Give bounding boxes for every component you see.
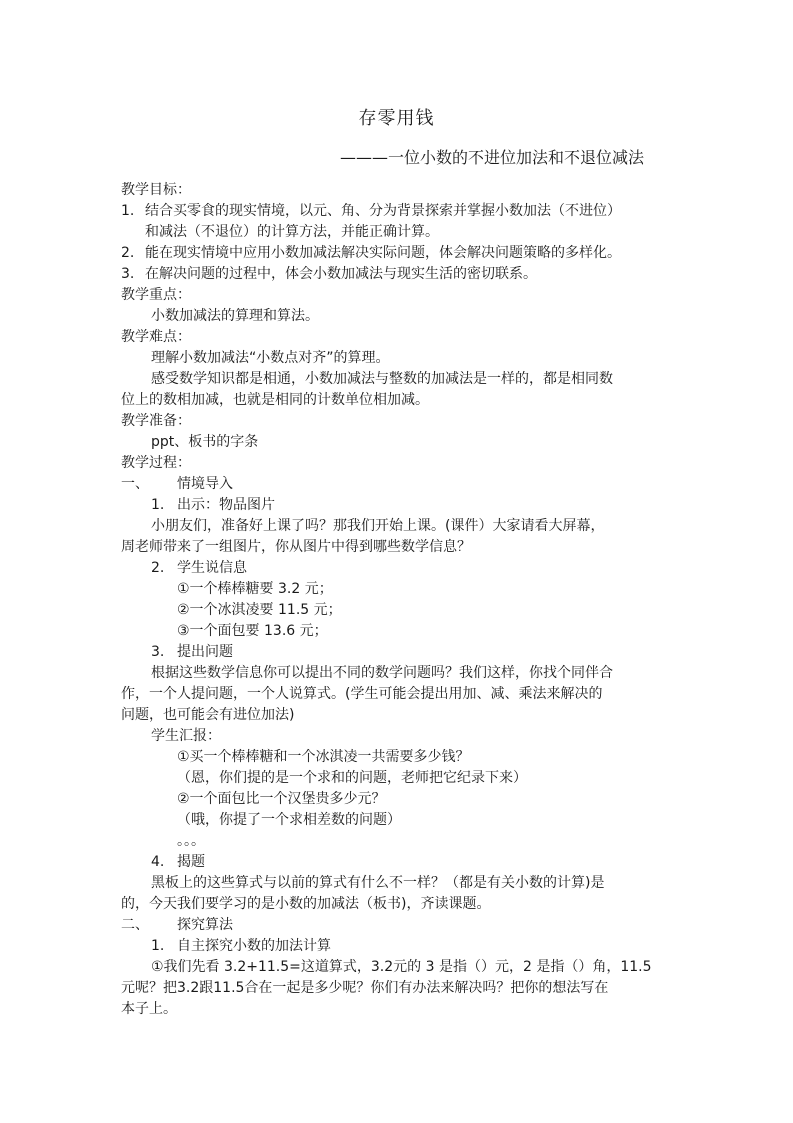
goals-heading: 教学目标： (121, 182, 191, 198)
difficulty-text-1: 理解小数加减法“小数点对齐”的算理。 (151, 350, 390, 366)
section-1-title: 情境导入 (177, 476, 233, 492)
step-4-title: 揭题 (177, 854, 205, 870)
step-4-number: 4. (151, 854, 165, 870)
goal-1-text: 结合买零食的现实情境，以元、角、分为背景探索并掌握小数加法（不进位） (145, 203, 621, 219)
step-3-text-cont-1: 作，一个人提问题，一个人说算式。(学生可能会提出用加、减、乘法来解决的 (121, 686, 603, 702)
step-4-text: 黑板上的这些算式与以前的算式有什么不一样？（都是有关小数的计算)是 (151, 875, 605, 891)
question-1: ①买一个棒棒糖和一个冰淇凌一共需要多少钱？ (177, 749, 470, 765)
explore-1-number: 1. (151, 938, 165, 954)
step-1-text: 小朋友们，准备好上课了吗？那我们开始上课。(课件）大家请看大屏幕， (151, 518, 605, 534)
info-item-3: ③一个面包要 13.6 元； (177, 623, 328, 639)
prep-text: ppt、板书的字条 (151, 434, 259, 450)
step-3-number: 3. (151, 644, 165, 660)
ellipsis: 。。。 (177, 833, 205, 849)
difficulty-text-2: 感受数学知识都是相通，小数加减法与整数的加减法是一样的，都是相同数 (151, 371, 613, 387)
goal-3-text: 在解决问题的过程中，体会小数加减法与现实生活的密切联系。 (145, 266, 537, 282)
goal-2-number: 2. (121, 245, 135, 261)
document-subtitle: ———一位小数的不进位加法和不退位减法 (340, 148, 645, 167)
explore-1-title: 自主探究小数的加法计算 (177, 938, 331, 954)
step-3-title: 提出问题 (177, 644, 233, 660)
question-2: ②一个面包比一个汉堡贵多少元？ (177, 791, 386, 807)
info-item-2: ②一个冰淇凌要 11.5 元； (177, 602, 342, 618)
info-item-1: ①一个棒棒糖要 3.2 元； (177, 581, 333, 597)
step-1-number: 1. (151, 497, 165, 513)
question-1-note: （恩，你们提的是一个求和的问题，老师把它纪录下来） (177, 770, 527, 786)
goal-1-text-cont: 和减法（不退位）的计算方法，并能正确计算。 (145, 224, 439, 240)
explore-1-text: ①我们先看 3.2+11.5=这道算式，3.2元的 3 是指（）元，2 是指（）角，11.5 (151, 959, 652, 975)
section-2-title: 探究算法 (177, 917, 233, 933)
step-3-text: 根据这些数学信息你可以提出不同的数学问题吗？我们这样，你找个同伴合 (151, 665, 613, 681)
document-title: 存零用钱 (358, 108, 435, 129)
process-heading: 教学过程： (121, 455, 191, 471)
explore-1-text-cont-1: 元呢？把3.2跟11.5合在一起是多少呢？你们有办法来解决吗？把你的想法写在 (121, 980, 609, 996)
step-2-number: 2. (151, 560, 165, 576)
section-1-number: 一、 (121, 476, 149, 492)
explore-1-text-cont-2: 本子上。 (121, 1001, 177, 1017)
question-2-note: （哦，你提了一个求相差数的问题） (177, 812, 401, 828)
step-1-title: 出示：物品图片 (177, 497, 275, 513)
step-2-title: 学生说信息 (177, 560, 247, 576)
step-1-text-cont: 周老师带来了一组图片，你从图片中得到哪些数学信息？ (121, 539, 471, 555)
difficulty-heading: 教学难点： (121, 329, 191, 345)
step-4-text-cont: 的，今天我们要学习的是小数的加减法（板书)，齐读课题。 (121, 896, 491, 912)
key-heading: 教学重点： (121, 287, 191, 303)
prep-heading: 教学准备： (121, 413, 191, 429)
student-report-heading: 学生汇报： (151, 728, 221, 744)
goal-3-number: 3. (121, 266, 135, 282)
key-text: 小数加减法的算理和算法。 (151, 308, 319, 324)
step-3-text-cont-2: 问题，也可能会有进位加法) (121, 707, 295, 723)
goal-1-number: 1. (121, 203, 135, 219)
goal-2-text: 能在现实情境中应用小数加减法解决实际问题，体会解决问题策略的多样化。 (145, 245, 621, 261)
section-2-number: 二、 (121, 917, 149, 933)
difficulty-text-2-cont: 位上的数相加减，也就是相同的计数单位相加减。 (121, 392, 429, 408)
